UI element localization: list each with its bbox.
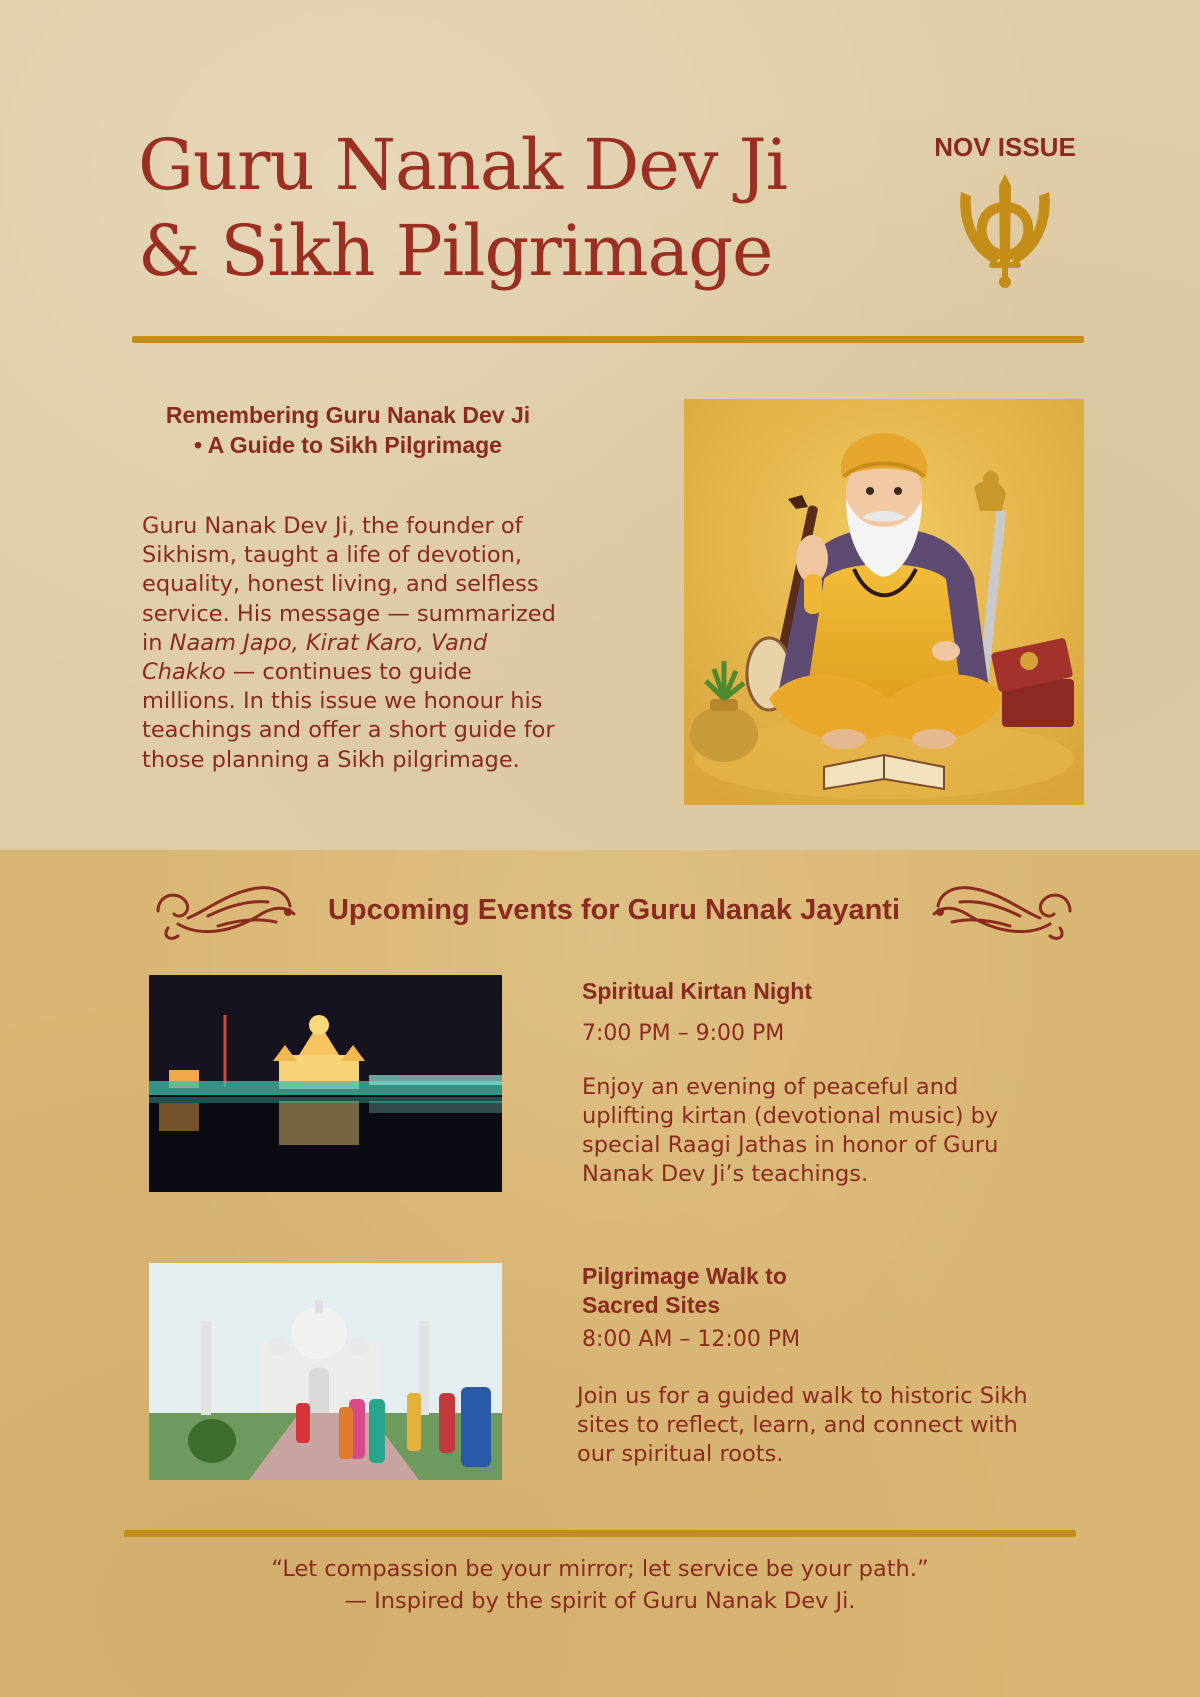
events-heading-row (148, 876, 1080, 946)
title-line-1: Guru Nanak Dev Ji (138, 124, 788, 206)
flourish-left-icon (148, 876, 298, 946)
intro-text-end: — continues to guide millions. In this issue we honour his teachings and offer a short guide for those planning a Sikh pilgrimage. (142, 659, 555, 773)
event-2-time: 8:00 AM – 12:00 PM (582, 1327, 801, 1352)
page-title (138, 122, 858, 294)
event-1-title-line-1: Spiritual Kirtan Night (582, 978, 812, 1004)
event-2-title (582, 1262, 882, 1320)
event-2-title-line-1: Pilgrimage Walk to (582, 1263, 787, 1289)
event-1-time: 7:00 PM – 9:00 PM (582, 1021, 785, 1046)
event-photo-gurdwara-night (149, 975, 502, 1192)
intro-paragraph (142, 512, 572, 775)
intro-subheading (128, 400, 568, 460)
intro-text-italic: Naam Japo, Kirat Karo, Vand Chakko (142, 629, 488, 686)
bottom-divider (124, 1530, 1076, 1537)
issue-label: NOV ISSUE (934, 132, 1076, 162)
khanda-icon (955, 172, 1055, 290)
top-divider (132, 336, 1084, 343)
guru-nanak-illustration (684, 399, 1084, 805)
event-2-description: Join us for a guided walk to historic Sikh sites to reflect, learn, and connect with our spiritual roots. (577, 1383, 1028, 1467)
title-line-2: & Sikh Pilgrimage (138, 210, 773, 292)
quote-line-1: “Let compassion be your mirror; let service be your path.” (271, 1556, 929, 1582)
subhead-line-2: • A Guide to Sikh Pilgrimage (194, 432, 502, 458)
event-2-title-line-2: Sacred Sites (582, 1292, 721, 1318)
event-photo-taj-mahal-walk (149, 1263, 502, 1480)
flourish-right-icon (930, 876, 1080, 946)
closing-quote (150, 1553, 1050, 1617)
event-1-description: Enjoy an evening of peaceful and uplifting kirtan (devotional music) by special Raagi Jathas in honor of Guru Nanak Dev Ji’s teachings. (582, 1074, 999, 1187)
subhead-line-1: Remembering Guru Nanak Dev Ji (165, 402, 531, 428)
quote-line-2: — Inspired by the spirit of Guru Nanak Dev Ji. (344, 1588, 856, 1614)
intro-text-start: Guru Nanak Dev Ji, the founder of Sikhism, taught a life of devotion, equality, honest living, and selfless service. His message — summarized in (142, 513, 556, 656)
events-heading: Upcoming Events for Guru Nanak Jayanti (327, 894, 901, 926)
event-1-title (582, 977, 882, 1006)
